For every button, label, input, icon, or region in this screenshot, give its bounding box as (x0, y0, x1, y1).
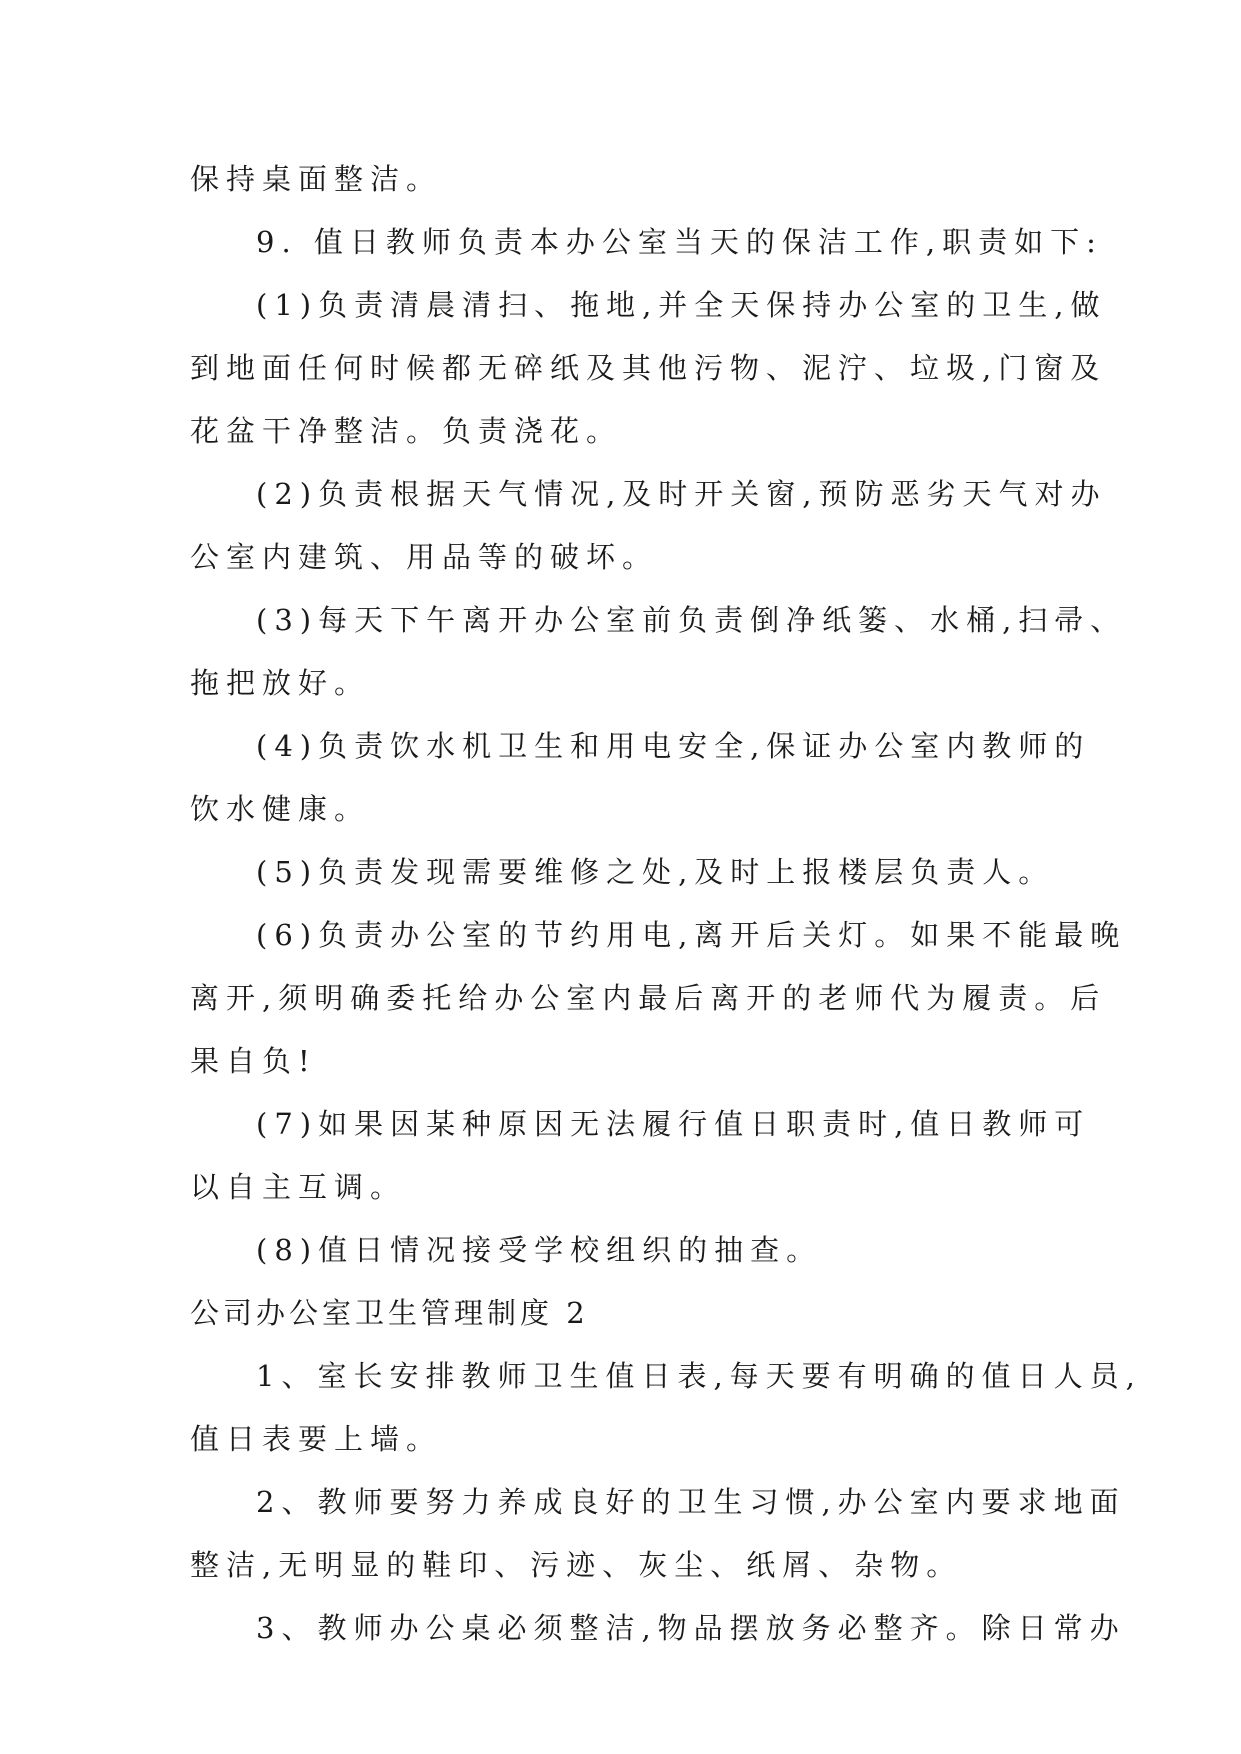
text-line: (7)如果因某种原因无法履行值日职责时,值日教师可 (256, 1107, 1091, 1141)
text-line: 保持桌面整洁。 (190, 162, 443, 196)
text-line: 2、教师要努力养成良好的卫生习惯,办公室内要求地面 (256, 1485, 1126, 1519)
text-line: 以自主互调。 (190, 1170, 407, 1204)
text-line: (3)每天下午离开办公室前负责倒净纸篓、水桶,扫帚、 (256, 603, 1127, 637)
text-line: 花盆干净整洁。负责浇花。 (190, 414, 623, 448)
text-line: (2)负责根据天气情况,及时开关窗,预防恶劣天气对办 (256, 477, 1107, 511)
text-line: 离开,须明确委托给办公室内最后离开的老师代为履责。后 (190, 981, 1107, 1015)
text-line: (1)负责清晨清扫、拖地,并全天保持办公室的卫生,做 (256, 288, 1107, 322)
section-heading: 公司办公室卫生管理制度 2 (190, 1296, 589, 1330)
text-line: 9. 值日教师负责本办公室当天的保洁工作,职责如下: (256, 225, 1103, 259)
text-line: 1、室长安排教师卫生值日表,每天要有明确的值日人员, (256, 1359, 1142, 1393)
text-line: (4)负责饮水机卫生和用电安全,保证办公室内教师的 (256, 729, 1091, 763)
text-line: 拖把放好。 (190, 666, 371, 700)
text-line: (6)负责办公室的节约用电,离开后关灯。如果不能最晚 (256, 918, 1127, 952)
text-line: 整洁,无明显的鞋印、污迹、灰尘、纸屑、杂物。 (190, 1548, 963, 1582)
text-line: 饮水健康。 (190, 792, 371, 826)
text-line: (8)值日情况接受学校组织的抽查。 (256, 1233, 823, 1267)
text-line: 公室内建筑、用品等的破坏。 (190, 540, 659, 574)
document-body (190, 148, 1142, 1660)
text-line: 到地面任何时候都无碎纸及其他污物、泥泞、垃圾,门窗及 (190, 351, 1107, 385)
text-line: 值日表要上墙。 (190, 1422, 443, 1456)
text-line: (5)负责发现需要维修之处,及时上报楼层负责人。 (256, 855, 1055, 889)
text-line: 3、教师办公桌必须整洁,物品摆放务必整齐。除日常办 (256, 1611, 1126, 1645)
text-line: 果自负! (190, 1044, 317, 1078)
